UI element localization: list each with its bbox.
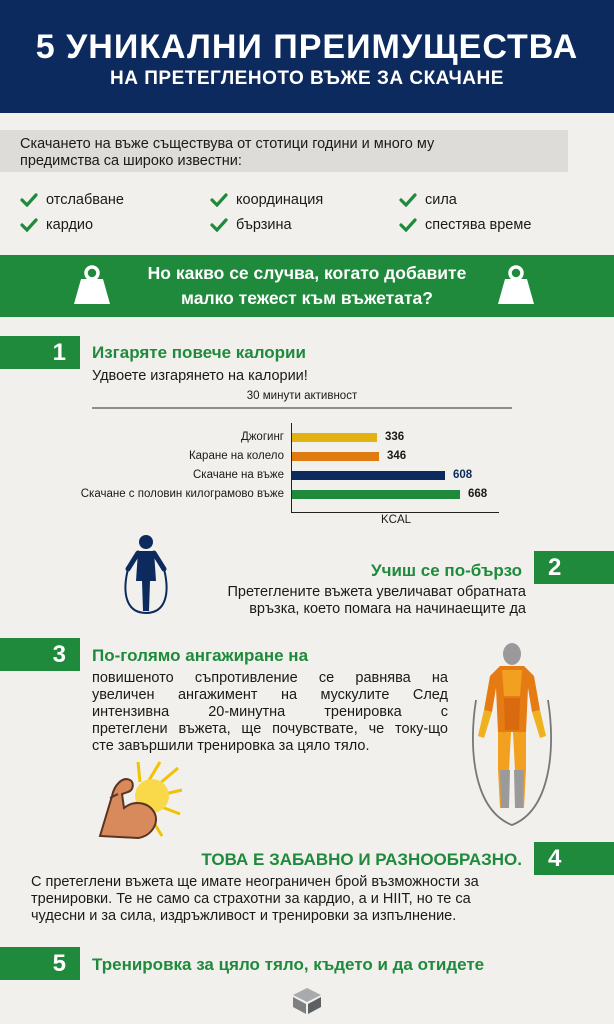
chart-bar xyxy=(292,433,377,442)
section-3-body-line: сте завършили тренировка за цяло тяло. xyxy=(92,738,370,754)
check-item xyxy=(20,215,93,235)
section-number-3: 3 xyxy=(0,638,80,671)
chart-category-label: Скачане на въже xyxy=(192,469,284,481)
section-1-body: Удвоете изгарянето на калории! xyxy=(92,368,308,384)
check-label: отслабване xyxy=(46,192,124,208)
section-3-title: По-голямо ангажиране на xyxy=(92,646,309,665)
section-2-body-line: Претеглените въжета увеличават обратната xyxy=(227,584,526,600)
section-4-body-line: чудесни и за сила, издръжливост и тренировки за изпълнение. xyxy=(31,908,457,924)
intro-box xyxy=(0,130,568,172)
check-item xyxy=(20,190,124,210)
jump-rope-person-icon xyxy=(120,533,172,620)
section-2-body-line: връзка, което помага на начинаещите да xyxy=(249,601,526,617)
check-label: спестява време xyxy=(425,217,532,233)
check-icon xyxy=(399,193,417,207)
check-icon xyxy=(210,218,228,232)
page-title: 5 УНИКАЛНИ ПРЕИМУЩЕСТВА xyxy=(35,28,579,66)
weight-icon xyxy=(496,264,536,311)
check-icon xyxy=(399,218,417,232)
section-number-2: 2 xyxy=(534,551,614,584)
chart-value-label: 336 xyxy=(385,431,405,443)
chart-value-label: 608 xyxy=(453,469,473,481)
intro-text-line2: предимства са широко известни: xyxy=(20,153,242,169)
chart-axis-x xyxy=(291,512,499,513)
muscle-anatomy-icon xyxy=(462,640,562,840)
check-item xyxy=(399,215,531,235)
section-3-body-line: интензивна 20-минутна тренировка с xyxy=(92,704,448,720)
chart-bar xyxy=(292,471,445,480)
check-label: координация xyxy=(236,192,324,208)
section-number-5: 5 xyxy=(0,947,80,980)
header-banner xyxy=(0,0,614,113)
section-1-title: Изгаряте повече калории xyxy=(92,343,306,362)
chart-title: 30 минути активност xyxy=(246,390,358,402)
section-number-4: 4 xyxy=(534,842,614,875)
intro-text-line1: Скачането на въже съществува от стотици години и много му xyxy=(20,136,435,152)
check-item xyxy=(399,190,457,210)
page-subtitle: НА ПРЕТЕГЛЕНОТО ВЪЖЕ ЗА СКАЧАНЕ xyxy=(110,68,504,89)
flexed-arm-icon xyxy=(94,760,184,845)
section-4-title: ТОВА Е ЗАБАВНО И РАЗНООБРАЗНО. xyxy=(201,850,522,869)
check-label: бързина xyxy=(236,217,292,233)
section-3-body xyxy=(92,670,448,755)
banner-line2: малко тежест към въжетата? xyxy=(181,288,433,308)
check-item xyxy=(210,190,323,210)
section-5-title: Тренировка за цяло тяло, където и да отидете xyxy=(92,955,485,974)
section-4-body-line: С претеглени въжета ще имате неограничен брой възможности за xyxy=(31,874,479,890)
section-3-body-line: претеглени въжета, ще почувствате, че току-що xyxy=(92,721,448,737)
check-item xyxy=(210,215,292,235)
check-icon xyxy=(210,193,228,207)
section-2-title: Учиш се по-бързо xyxy=(371,561,522,580)
banner-line1: Но какво се случва, когато добавите xyxy=(147,263,467,283)
check-label: сила xyxy=(425,192,457,208)
chart-category-label: Джогинг xyxy=(240,431,284,443)
chart-title-rule xyxy=(92,407,512,409)
section-3-body-line: увеличен ангажимент на мускулите След xyxy=(92,687,448,703)
section-4-body-line: тренировки. Те не само са страхотни за кардио, а и HIIT, но те са xyxy=(31,891,471,907)
chart-value-label: 668 xyxy=(468,488,488,500)
check-icon xyxy=(20,218,38,232)
chart-category-label: Скачане с половин килограмово въже xyxy=(80,488,284,500)
check-icon xyxy=(20,193,38,207)
section-number-1: 1 xyxy=(0,336,80,369)
section-3-body-line: повишеното съпротивление се равнява на xyxy=(92,670,448,686)
chart-bar xyxy=(292,490,460,499)
chart-xlabel: KCAL xyxy=(380,514,412,526)
logo-icon xyxy=(290,986,324,1021)
chart-bar xyxy=(292,452,379,461)
check-label: кардио xyxy=(46,217,94,233)
chart-value-label: 346 xyxy=(387,450,407,462)
section-2-body xyxy=(190,584,526,618)
section-4-body xyxy=(31,874,531,925)
weight-icon xyxy=(72,264,112,311)
chart-category-label: Каране на колело xyxy=(188,450,284,462)
